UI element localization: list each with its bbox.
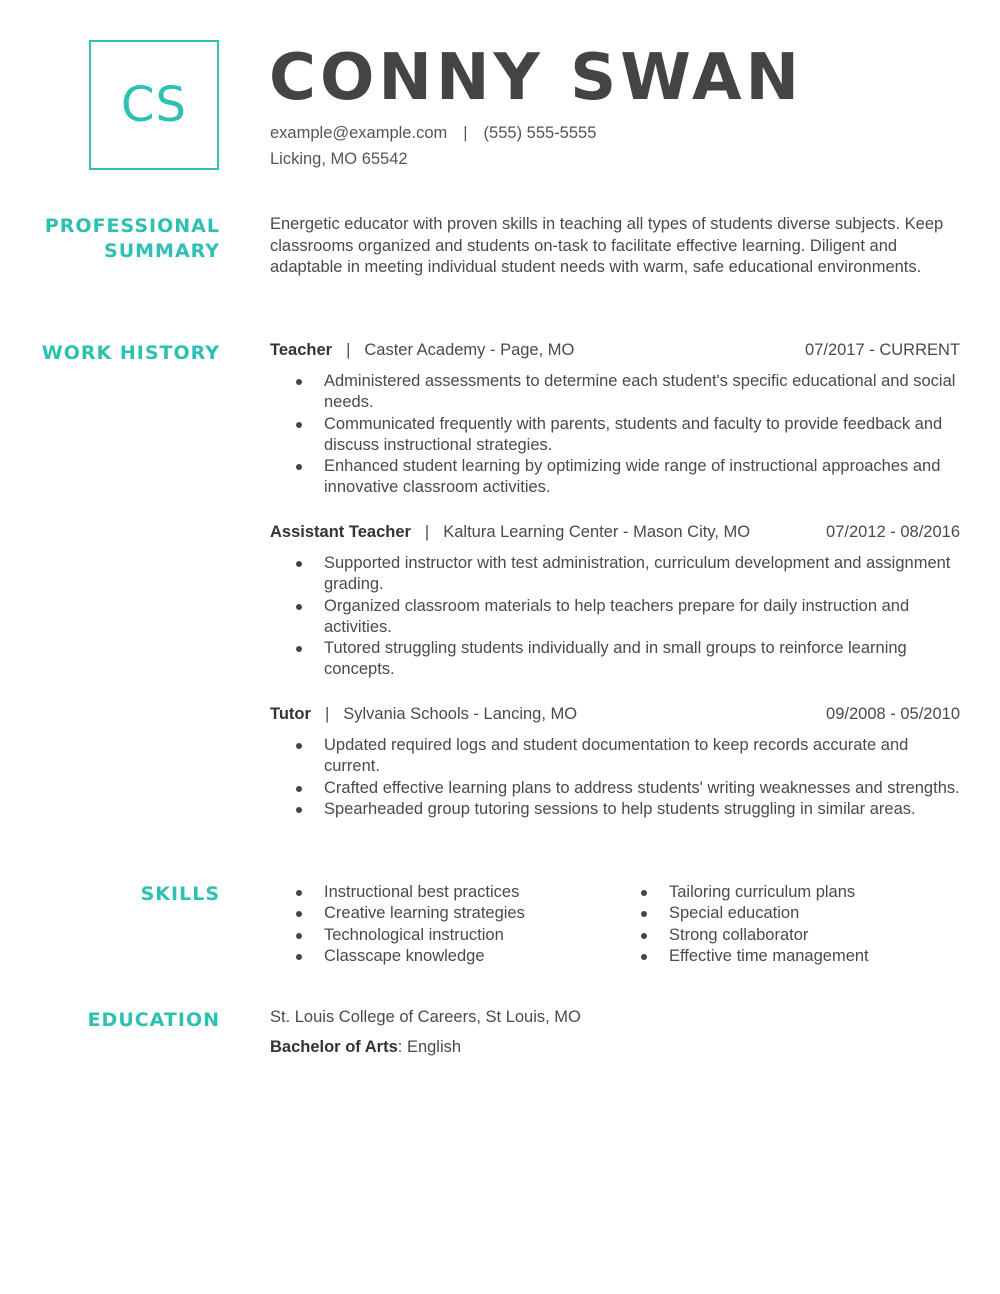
- job-title: Tutor: [270, 705, 311, 723]
- skill-item: Classcape knowledge: [270, 946, 610, 967]
- monogram-logo: [89, 40, 219, 170]
- education-school: St. Louis College of Careers, St Louis, MO: [270, 1008, 581, 1026]
- job-entry: [270, 523, 960, 681]
- section-title-skills: SKILLS: [140, 883, 220, 905]
- education-degree-colon: :: [397, 1038, 403, 1056]
- skill-item: Instructional best practices: [270, 882, 610, 903]
- contact-line: [270, 124, 596, 143]
- job-entry: [270, 341, 960, 499]
- job-separator: |: [324, 705, 330, 723]
- job-bullets: [270, 553, 960, 681]
- job-bullet: Communicated frequently with parents, students and faculty to provide feedback and discuss instructional strategies.: [270, 414, 960, 457]
- job-dates: 07/2017 - CURRENT: [805, 341, 960, 359]
- job-bullet: Enhanced student learning by optimizing wide range of instructional approaches and innovative classroom activities.: [270, 456, 960, 499]
- job-bullets: [270, 371, 960, 499]
- skill-item: Creative learning strategies: [270, 903, 610, 924]
- skill-item: Strong collaborator: [615, 925, 960, 946]
- skill-item: Special education: [615, 903, 960, 924]
- job-bullets: [270, 735, 960, 820]
- section-title-work-history: WORK HISTORY: [41, 342, 220, 364]
- job-employer: Sylvania Schools - Lancing, MO: [343, 705, 578, 723]
- skills-column-left: [270, 882, 610, 967]
- address: Licking, MO 65542: [270, 150, 408, 168]
- job-title: Assistant Teacher: [270, 523, 411, 541]
- job-bullet: Spearheaded group tutoring sessions to help students struggling in similar areas.: [270, 799, 960, 820]
- skill-item: Effective time management: [615, 946, 960, 967]
- phone: (555) 555-5555: [483, 124, 597, 142]
- job-bullet: Crafted effective learning plans to address students' writing weaknesses and strengths.: [270, 778, 960, 799]
- job-bullet: Updated required logs and student documentation to keep records accurate and current.: [270, 735, 960, 778]
- section-title-summary: [20, 214, 220, 264]
- job-header: [270, 705, 960, 727]
- job-header: [270, 523, 960, 545]
- education-field: English: [406, 1038, 462, 1056]
- job-entry: [270, 705, 960, 820]
- skills-column-right: [615, 882, 960, 967]
- job-employer: Kaltura Learning Center - Mason City, MO: [443, 523, 751, 541]
- job-employer: Caster Academy - Page, MO: [364, 341, 575, 359]
- section-title-summary-line1: PROFESSIONAL: [44, 215, 220, 237]
- job-header: [270, 341, 960, 363]
- job-separator: |: [346, 341, 351, 359]
- skills-list: [270, 882, 610, 967]
- job-bullet: Organized classroom materials to help teachers prepare for daily instruction and activities.: [270, 596, 960, 639]
- job-bullet: Supported instructor with test administration, curriculum development and assignment grading.: [270, 553, 960, 596]
- job-dates: 09/2008 - 05/2010: [826, 705, 960, 723]
- job-bullet: Tutored struggling students individually and in small groups to reinforce learning concepts.: [270, 638, 960, 681]
- email: example@example.com: [270, 124, 448, 142]
- job-bullet: Administered assessments to determine each student's specific educational and social needs.: [270, 371, 960, 414]
- job-separator: |: [424, 523, 430, 541]
- skill-item: Tailoring curriculum plans: [615, 882, 960, 903]
- job-title: Teacher: [270, 341, 333, 359]
- skill-item: Technological instruction: [270, 925, 610, 946]
- candidate-name: CONNY SWAN: [269, 41, 804, 115]
- summary-text: Energetic educator with proven skills in teaching all types of students diverse subjects. Keep classrooms organized and students on-task to facilitate effective learning. Diligent and adaptable in meeting individual student needs with warm, safe educational environments.: [270, 215, 944, 276]
- contact-separator: |: [463, 124, 468, 142]
- monogram-initials: CS: [121, 77, 187, 133]
- education-degree-line: [270, 1038, 461, 1057]
- job-dates: 07/2012 - 08/2016: [826, 523, 960, 541]
- section-title-summary-line2: SUMMARY: [104, 240, 220, 262]
- education-degree: Bachelor of Arts: [270, 1038, 398, 1056]
- skills-list: [615, 882, 960, 967]
- section-title-education: EDUCATION: [87, 1009, 220, 1031]
